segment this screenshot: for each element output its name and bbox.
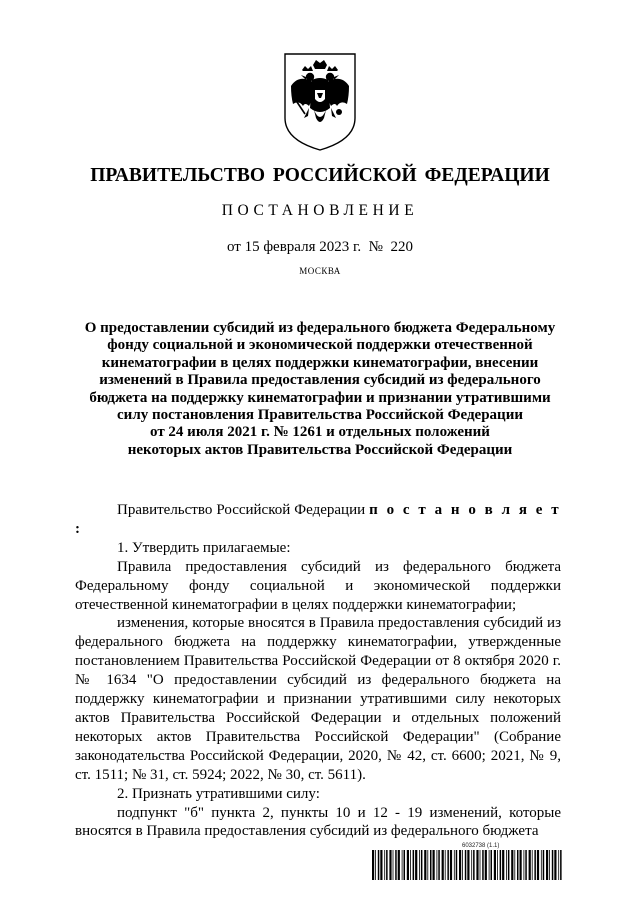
barcode-bar [430, 850, 432, 880]
barcode-bar [389, 850, 391, 880]
barcode-bar [491, 850, 493, 880]
barcode-bar [372, 850, 374, 880]
barcode-bar [447, 850, 449, 880]
paragraph-5: подпункт "б" пункта 2, пункты 10 и 12 - 19 изменений, которые вносятся в Правила предоставления субсидий из федерального бюджета [75, 804, 561, 840]
barcode-bar [494, 850, 496, 880]
document-date-number: от 15 февраля 2023 г. № 220 [226, 239, 413, 255]
barcode-bar [375, 850, 376, 880]
barcode-bar [500, 850, 502, 880]
decree-intro-text: Правительство Российской Федерации [117, 502, 370, 518]
document-city: МОСКВА [299, 266, 341, 276]
decree-intro-paragraph [75, 501, 561, 539]
barcode-bar [386, 850, 388, 880]
barcode-bar [517, 850, 519, 880]
barcode-bar [514, 850, 515, 880]
document-type: ПОСТАНОВЛЕНИЕ [221, 202, 419, 219]
heading-line: силу постановления Правительства Российской Федерации [117, 407, 523, 424]
barcode-bar [558, 850, 559, 880]
barcode-bar [445, 850, 446, 880]
barcode-bar [433, 850, 435, 880]
barcode-bar [473, 850, 475, 880]
barcode-bar [427, 850, 428, 880]
barcode-label: 6032738 (1.1) [462, 843, 500, 849]
barcode-bar [511, 850, 513, 880]
heading-line: кинематографии в целях поддержки кинематографии, внесении [101, 354, 539, 371]
barcode-bar [378, 850, 380, 880]
barcode-bar [554, 850, 556, 880]
barcode-bar [465, 850, 467, 880]
government-title: ПРАВИТЕЛЬСТВО РОССИЙСКОЙ ФЕДЕРАЦИИ [90, 165, 550, 186]
paragraph-4: 2. Признать утратившими силу: [117, 785, 320, 802]
barcode-bar [380, 850, 382, 880]
barcode-bar [419, 850, 420, 880]
barcode-bar [537, 850, 539, 880]
barcode-bar [541, 850, 542, 880]
barcode-bar [438, 850, 440, 880]
barcode-bar [459, 850, 461, 880]
barcode-bar [532, 850, 533, 880]
paragraph-1: 1. Утвердить прилагаемые: [117, 539, 291, 556]
barcode-bar [467, 850, 469, 880]
barcode-bar [456, 850, 458, 880]
barcode-bar [395, 850, 397, 880]
barcode-bar [398, 850, 400, 880]
barcode-bar [489, 850, 490, 880]
barcode-bar [476, 850, 478, 880]
heading-line: от 24 июля 2021 г. № 1261 и отдельных положений [150, 424, 490, 441]
paragraph-2: Правила предоставления субсидий из федерального бюджета Федеральному фонду социальной и экономической поддержки отечественной кинематографии в целях поддержки кинематографии; [75, 558, 561, 613]
barcode-bar [393, 850, 394, 880]
barcode-bar [421, 850, 423, 880]
barcode-bar [534, 850, 536, 880]
barcode-bar [480, 850, 481, 880]
barcode-bar [524, 850, 525, 880]
barcode-bar [546, 850, 548, 880]
barcode-bar [520, 850, 522, 880]
barcode-bar [404, 850, 406, 880]
barcode-bar [462, 850, 463, 880]
heading-line: фонду социальной и экономической поддержки отечественной [107, 337, 533, 354]
barcode-bar [442, 850, 444, 880]
heading-line: бюджета на поддержку кинематографии и признании утратившими [89, 389, 551, 406]
barcode-bar [413, 850, 415, 880]
document-body [75, 501, 561, 841]
heading-line: О предоставлении субсидий из федерального бюджета Федеральному [84, 320, 556, 336]
heading-line: некоторых актов Правительства Российской Федерации [127, 441, 513, 458]
heading-line: изменений в Правила предоставления субсидий из федерального [99, 372, 541, 389]
barcode-bar [407, 850, 409, 880]
barcode-bar [471, 850, 472, 880]
barcode-bar [549, 850, 550, 880]
barcode-bar [402, 850, 403, 880]
barcode-bar [450, 850, 452, 880]
barcode-bar [506, 850, 507, 880]
paragraph-3: изменения, которые вносятся в Правила предоставления субсидий из федерального бюджета на поддержку кинематографии, утвержденные постановлением Правительства Российской Федерации от 8 октября 2020 г. № 1634 "О предоставлении субсидий из федерального бюджета на поддержку кинематографии и признании утратившими силу некоторых актов Правительства Российской Федерации и отдельных положений некоторых актов Правительства Российской Федерации" (Собрание законодательства Российской Федерации, 2020, № 42, ст. 6600; 2021, № 9, ст. 1511; № 31, ст. 5924; 2022, № 30, ст. 5611). [75, 615, 561, 783]
barcode-bar [543, 850, 545, 880]
coat-of-arms-icon [279, 52, 361, 152]
barcode-bar [410, 850, 411, 880]
barcode-bar [482, 850, 484, 880]
barcode-bar [502, 850, 504, 880]
barcode-icon [372, 850, 564, 880]
barcode-bar [508, 850, 510, 880]
barcode-bar [424, 850, 426, 880]
barcode-bar [560, 850, 562, 880]
barcode-bar [437, 850, 438, 880]
barcode-bar [384, 850, 385, 880]
document-heading [75, 320, 565, 459]
barcode-bar [485, 850, 487, 880]
barcode-bar [415, 850, 417, 880]
barcode-bar [552, 850, 554, 880]
barcode-bar [497, 850, 498, 880]
barcode-bar [525, 850, 527, 880]
barcode-bar [454, 850, 455, 880]
barcode-bar [529, 850, 531, 880]
decree-word: п о с т а н о в л я е т : [75, 502, 561, 537]
